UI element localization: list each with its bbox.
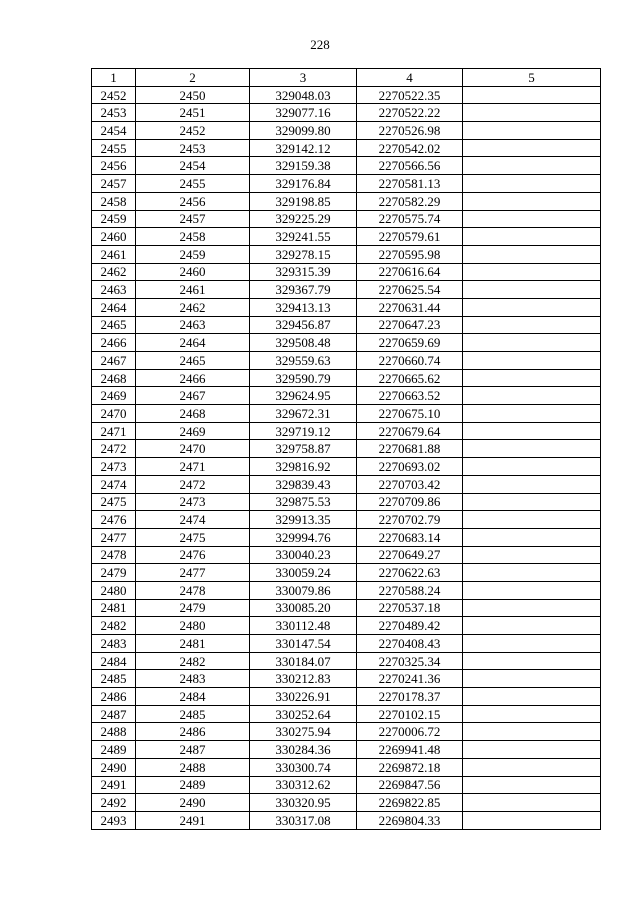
table-cell-col-4: 2270325.34 (357, 652, 463, 670)
table-cell-col-4: 2270595.98 (357, 245, 463, 263)
header-cell-1: 1 (92, 69, 136, 87)
table-cell-col-4: 2269822.85 (357, 794, 463, 812)
table-cell-col-1: 2463 (92, 281, 136, 299)
table-cell-col-2: 2483 (136, 670, 250, 688)
table-cell-col-2: 2488 (136, 758, 250, 776)
table-cell-col-4: 2270625.54 (357, 281, 463, 299)
table-cell-col-3: 329839.43 (250, 475, 357, 493)
table-cell-col-4: 2270663.52 (357, 387, 463, 405)
table-row (92, 617, 601, 635)
table-cell-col-2: 2465 (136, 352, 250, 370)
table-cell-col-3: 329719.12 (250, 422, 357, 440)
table-cell-col-5 (463, 86, 601, 104)
table-row (92, 458, 601, 476)
table-cell-col-2: 2473 (136, 493, 250, 511)
header-cell-5: 5 (463, 69, 601, 87)
table-cell-col-1: 2479 (92, 564, 136, 582)
header-row (92, 69, 601, 87)
table-cell-col-1: 2491 (92, 776, 136, 794)
table-cell-col-2: 2463 (136, 316, 250, 334)
table-cell-col-2: 2476 (136, 546, 250, 564)
table-cell-col-1: 2470 (92, 405, 136, 423)
table-row (92, 104, 601, 122)
table-row (92, 86, 601, 104)
table-cell-col-2: 2490 (136, 794, 250, 812)
table-cell-col-1: 2471 (92, 422, 136, 440)
table-cell-col-5 (463, 528, 601, 546)
table-cell-col-1: 2454 (92, 122, 136, 140)
table-cell-col-2: 2486 (136, 723, 250, 741)
table-cell-col-4: 2270178.37 (357, 688, 463, 706)
table-cell-col-2: 2456 (136, 192, 250, 210)
table-cell-col-1: 2478 (92, 546, 136, 564)
table-cell-col-4: 2270489.42 (357, 617, 463, 635)
table-cell-col-4: 2270616.64 (357, 263, 463, 281)
table-cell-col-2: 2487 (136, 741, 250, 759)
table-cell-col-4: 2270241.36 (357, 670, 463, 688)
table-cell-col-1: 2493 (92, 811, 136, 829)
table-cell-col-3: 329624.95 (250, 387, 357, 405)
table-cell-col-5 (463, 511, 601, 529)
table-cell-col-5 (463, 405, 601, 423)
table-cell-col-1: 2460 (92, 228, 136, 246)
table-cell-col-5 (463, 440, 601, 458)
table-cell-col-2: 2477 (136, 564, 250, 582)
table-cell-col-4: 2270575.74 (357, 210, 463, 228)
table-cell-col-4: 2270660.74 (357, 352, 463, 370)
table-cell-col-3: 329913.35 (250, 511, 357, 529)
table-cell-col-1: 2457 (92, 175, 136, 193)
table-cell-col-3: 329159.38 (250, 157, 357, 175)
table-cell-col-4: 2270647.23 (357, 316, 463, 334)
table-row (92, 511, 601, 529)
table-row (92, 369, 601, 387)
table-cell-col-1: 2468 (92, 369, 136, 387)
table-cell-col-5 (463, 228, 601, 246)
table-cell-col-2: 2454 (136, 157, 250, 175)
table-cell-col-3: 329875.53 (250, 493, 357, 511)
header-cell-4: 4 (357, 69, 463, 87)
table-row (92, 723, 601, 741)
table-cell-col-1: 2474 (92, 475, 136, 493)
table-cell-col-2: 2474 (136, 511, 250, 529)
table-cell-col-4: 2270588.24 (357, 581, 463, 599)
table-cell-col-1: 2492 (92, 794, 136, 812)
table-cell-col-1: 2484 (92, 652, 136, 670)
table-cell-col-5 (463, 564, 601, 582)
table-cell-col-4: 2270566.56 (357, 157, 463, 175)
table-cell-col-1: 2481 (92, 599, 136, 617)
table-cell-col-3: 330300.74 (250, 758, 357, 776)
table-cell-col-4: 2270679.64 (357, 422, 463, 440)
table-row (92, 334, 601, 352)
table-row (92, 210, 601, 228)
coordinates-table (91, 68, 601, 830)
table-cell-col-4: 2270522.35 (357, 86, 463, 104)
table-cell-col-5 (463, 369, 601, 387)
table-cell-col-1: 2461 (92, 245, 136, 263)
table-cell-col-3: 330226.91 (250, 688, 357, 706)
table-cell-col-1: 2452 (92, 86, 136, 104)
table-cell-col-2: 2471 (136, 458, 250, 476)
table-cell-col-4: 2269941.48 (357, 741, 463, 759)
table-cell-col-1: 2490 (92, 758, 136, 776)
table-row (92, 192, 601, 210)
table-cell-col-2: 2472 (136, 475, 250, 493)
table-cell-col-1: 2477 (92, 528, 136, 546)
table-row (92, 741, 601, 759)
table-row (92, 705, 601, 723)
table-row (92, 157, 601, 175)
table-cell-col-5 (463, 458, 601, 476)
table-row (92, 405, 601, 423)
table-cell-col-3: 330284.36 (250, 741, 357, 759)
table-cell-col-2: 2489 (136, 776, 250, 794)
table-cell-col-2: 2475 (136, 528, 250, 546)
table-cell-col-4: 2270659.69 (357, 334, 463, 352)
table-cell-col-3: 330320.95 (250, 794, 357, 812)
table-row (92, 758, 601, 776)
table-cell-col-3: 330275.94 (250, 723, 357, 741)
table-row (92, 440, 601, 458)
table-cell-col-2: 2469 (136, 422, 250, 440)
table-cell-col-5 (463, 475, 601, 493)
table-cell-col-1: 2488 (92, 723, 136, 741)
table-cell-col-2: 2460 (136, 263, 250, 281)
table-cell-col-3: 329198.85 (250, 192, 357, 210)
table-cell-col-2: 2464 (136, 334, 250, 352)
table-cell-col-5 (463, 776, 601, 794)
table-body (92, 86, 601, 829)
table-cell-col-1: 2473 (92, 458, 136, 476)
table-cell-col-4: 2269847.56 (357, 776, 463, 794)
table-cell-col-3: 330212.83 (250, 670, 357, 688)
table-cell-col-1: 2458 (92, 192, 136, 210)
table-cell-col-4: 2270006.72 (357, 723, 463, 741)
table-cell-col-1: 2483 (92, 635, 136, 653)
table-cell-col-3: 329559.63 (250, 352, 357, 370)
table-cell-col-5 (463, 758, 601, 776)
table-row (92, 139, 601, 157)
table-cell-col-5 (463, 581, 601, 599)
table-row (92, 635, 601, 653)
table-cell-col-1: 2462 (92, 263, 136, 281)
table-row (92, 175, 601, 193)
table-row (92, 776, 601, 794)
table-cell-col-1: 2476 (92, 511, 136, 529)
table-cell-col-2: 2491 (136, 811, 250, 829)
table-cell-col-2: 2484 (136, 688, 250, 706)
table-cell-col-2: 2461 (136, 281, 250, 299)
table-cell-col-5 (463, 334, 601, 352)
table-cell-col-3: 329590.79 (250, 369, 357, 387)
table-cell-col-2: 2468 (136, 405, 250, 423)
table-cell-col-4: 2270542.02 (357, 139, 463, 157)
table-row (92, 475, 601, 493)
table-cell-col-4: 2270683.14 (357, 528, 463, 546)
table-cell-col-4: 2270579.61 (357, 228, 463, 246)
table-cell-col-3: 329241.55 (250, 228, 357, 246)
table-cell-col-1: 2453 (92, 104, 136, 122)
table-row (92, 688, 601, 706)
table-cell-col-4: 2270102.15 (357, 705, 463, 723)
table-row (92, 528, 601, 546)
table-row (92, 581, 601, 599)
table-cell-col-4: 2270522.22 (357, 104, 463, 122)
table-cell-col-4: 2270702.79 (357, 511, 463, 529)
table-cell-col-1: 2464 (92, 298, 136, 316)
table-row (92, 794, 601, 812)
table-cell-col-3: 329367.79 (250, 281, 357, 299)
table-cell-col-5 (463, 352, 601, 370)
table-cell-col-1: 2472 (92, 440, 136, 458)
table-cell-col-2: 2450 (136, 86, 250, 104)
table-cell-col-3: 330184.07 (250, 652, 357, 670)
table-cell-col-5 (463, 281, 601, 299)
table-cell-col-2: 2467 (136, 387, 250, 405)
table-row (92, 316, 601, 334)
table-cell-col-2: 2453 (136, 139, 250, 157)
table-cell-col-3: 329994.76 (250, 528, 357, 546)
table-cell-col-5 (463, 635, 601, 653)
table-cell-col-5 (463, 599, 601, 617)
table-cell-col-1: 2467 (92, 352, 136, 370)
table-row (92, 263, 601, 281)
table-cell-col-4: 2269872.18 (357, 758, 463, 776)
page-number: 228 (310, 37, 330, 52)
table-cell-col-5 (463, 298, 601, 316)
table-cell-col-3: 329099.80 (250, 122, 357, 140)
table-cell-col-3: 330252.64 (250, 705, 357, 723)
table-cell-col-5 (463, 546, 601, 564)
table-cell-col-4: 2269804.33 (357, 811, 463, 829)
table-cell-col-1: 2487 (92, 705, 136, 723)
table-row (92, 228, 601, 246)
table-cell-col-4: 2270675.10 (357, 405, 463, 423)
table-cell-col-5 (463, 263, 601, 281)
table-header (92, 69, 601, 87)
table-cell-col-4: 2270665.62 (357, 369, 463, 387)
table-cell-col-3: 329508.48 (250, 334, 357, 352)
table-row (92, 811, 601, 829)
table-cell-col-5 (463, 104, 601, 122)
table-cell-col-2: 2452 (136, 122, 250, 140)
table-cell-col-1: 2480 (92, 581, 136, 599)
table-cell-col-2: 2459 (136, 245, 250, 263)
table-cell-col-3: 330317.08 (250, 811, 357, 829)
table-row (92, 670, 601, 688)
table-cell-col-4: 2270709.86 (357, 493, 463, 511)
table-cell-col-1: 2489 (92, 741, 136, 759)
table-cell-col-4: 2270581.13 (357, 175, 463, 193)
table-cell-col-1: 2485 (92, 670, 136, 688)
header-cell-2: 2 (136, 69, 250, 87)
table-cell-col-4: 2270537.18 (357, 599, 463, 617)
table-cell-col-5 (463, 670, 601, 688)
table-cell-col-2: 2482 (136, 652, 250, 670)
table-cell-col-4: 2270681.88 (357, 440, 463, 458)
table-cell-col-5 (463, 741, 601, 759)
table-row (92, 599, 601, 617)
table-cell-col-3: 329315.39 (250, 263, 357, 281)
table-cell-col-5 (463, 245, 601, 263)
table-cell-col-5 (463, 175, 601, 193)
table-cell-col-2: 2457 (136, 210, 250, 228)
table-cell-col-3: 329456.87 (250, 316, 357, 334)
table-cell-col-2: 2458 (136, 228, 250, 246)
table-cell-col-5 (463, 157, 601, 175)
table-cell-col-3: 329176.84 (250, 175, 357, 193)
table-row (92, 298, 601, 316)
table-row (92, 352, 601, 370)
table-cell-col-3: 330312.62 (250, 776, 357, 794)
table-cell-col-3: 330040.23 (250, 546, 357, 564)
table-cell-col-5 (463, 387, 601, 405)
table-cell-col-1: 2486 (92, 688, 136, 706)
table-row (92, 281, 601, 299)
table-cell-col-3: 329142.12 (250, 139, 357, 157)
table-cell-col-2: 2466 (136, 369, 250, 387)
table-cell-col-3: 329225.29 (250, 210, 357, 228)
table-cell-col-4: 2270526.98 (357, 122, 463, 140)
table-cell-col-3: 329048.03 (250, 86, 357, 104)
table-cell-col-5 (463, 493, 601, 511)
table-cell-col-3: 329077.16 (250, 104, 357, 122)
table-cell-col-5 (463, 794, 601, 812)
table-row (92, 493, 601, 511)
table-cell-col-1: 2465 (92, 316, 136, 334)
table-cell-col-5 (463, 316, 601, 334)
table-cell-col-3: 329816.92 (250, 458, 357, 476)
table-cell-col-3: 329672.31 (250, 405, 357, 423)
table-cell-col-5 (463, 652, 601, 670)
table-cell-col-5 (463, 139, 601, 157)
table-cell-col-4: 2270649.27 (357, 546, 463, 564)
table-cell-col-5 (463, 705, 601, 723)
table-cell-col-2: 2485 (136, 705, 250, 723)
table-cell-col-3: 329278.15 (250, 245, 357, 263)
table-cell-col-3: 329413.13 (250, 298, 357, 316)
table-cell-col-3: 330059.24 (250, 564, 357, 582)
table-cell-col-4: 2270703.42 (357, 475, 463, 493)
table-cell-col-2: 2451 (136, 104, 250, 122)
table-cell-col-3: 330147.54 (250, 635, 357, 653)
table-row (92, 652, 601, 670)
table-cell-col-2: 2478 (136, 581, 250, 599)
table-row (92, 546, 601, 564)
table-cell-col-5 (463, 422, 601, 440)
table-cell-col-5 (463, 122, 601, 140)
table-cell-col-3: 330112.48 (250, 617, 357, 635)
table-row (92, 564, 601, 582)
table-row (92, 122, 601, 140)
table-cell-col-2: 2480 (136, 617, 250, 635)
table-cell-col-1: 2456 (92, 157, 136, 175)
table-row (92, 245, 601, 263)
table-cell-col-1: 2455 (92, 139, 136, 157)
table-cell-col-4: 2270582.29 (357, 192, 463, 210)
table-cell-col-3: 330085.20 (250, 599, 357, 617)
table-cell-col-3: 330079.86 (250, 581, 357, 599)
table-cell-col-5 (463, 210, 601, 228)
table-cell-col-5 (463, 617, 601, 635)
table-row (92, 422, 601, 440)
table-cell-col-4: 2270693.02 (357, 458, 463, 476)
table-cell-col-1: 2482 (92, 617, 136, 635)
table-cell-col-5 (463, 192, 601, 210)
header-cell-3: 3 (250, 69, 357, 87)
table-cell-col-5 (463, 723, 601, 741)
table-cell-col-4: 2270408.43 (357, 635, 463, 653)
table-cell-col-5 (463, 811, 601, 829)
table-cell-col-1: 2469 (92, 387, 136, 405)
table-cell-col-5 (463, 688, 601, 706)
table-cell-col-2: 2479 (136, 599, 250, 617)
table-cell-col-2: 2462 (136, 298, 250, 316)
table-cell-col-2: 2470 (136, 440, 250, 458)
table-cell-col-1: 2466 (92, 334, 136, 352)
table-row (92, 387, 601, 405)
table-cell-col-1: 2475 (92, 493, 136, 511)
table-cell-col-3: 329758.87 (250, 440, 357, 458)
table-cell-col-4: 2270631.44 (357, 298, 463, 316)
table-cell-col-1: 2459 (92, 210, 136, 228)
table-cell-col-2: 2455 (136, 175, 250, 193)
table-cell-col-4: 2270622.63 (357, 564, 463, 582)
table-cell-col-2: 2481 (136, 635, 250, 653)
